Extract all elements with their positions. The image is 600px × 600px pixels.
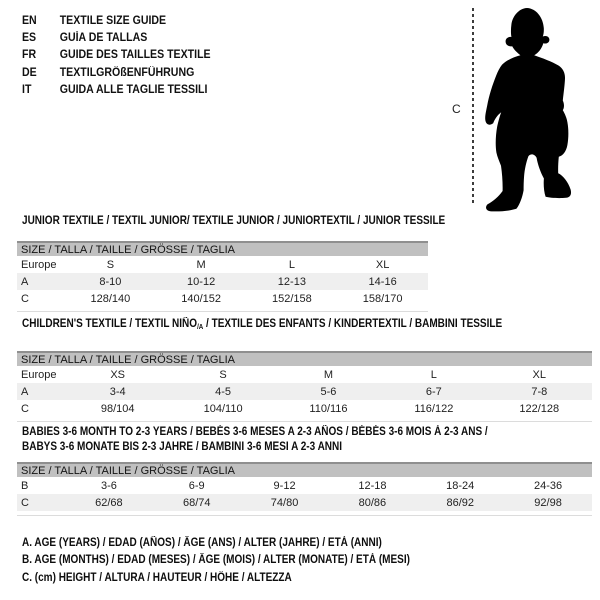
size-table [17, 462, 592, 511]
size-cell: 80/86 [328, 494, 416, 511]
size-cell: 24-36 [534, 479, 563, 492]
section-babies [17, 425, 592, 516]
title-text: JUNIOR TEXTILE / TEXTIL JUNIOR/ TEXTILE JUNIOR / JUNIORTEXTIL / JUNIOR TESSILE [22, 215, 446, 227]
table-row [17, 366, 592, 383]
section-title-line [22, 214, 445, 229]
table-row [17, 273, 428, 290]
size-cell: 7-8 [487, 383, 592, 400]
size-header-label: SIZE / TALLA / TAILLE / GRÖSSE / TAGLIA [17, 242, 428, 256]
title-text: / TEXTILE DES ENFANTS / KINDERTEXTIL / BAMBINI TESSILE [203, 318, 503, 330]
size-cell: 4-5 [170, 383, 275, 400]
language-title: GUÍA DE TALLAS [59, 32, 148, 45]
row-label-cell: B [21, 479, 29, 492]
size-cell: 104/110 [203, 402, 243, 415]
section-title [22, 214, 508, 229]
size-cell: 6-9 [188, 479, 205, 492]
size-cell: M [196, 258, 206, 271]
height-dotted-line [472, 8, 474, 206]
size-cell: 128/140 [90, 292, 131, 305]
size-cell: 14-16 [337, 273, 428, 290]
language-title: TEXTILGRÖßENFÜHRUNG [59, 66, 195, 79]
row-label-cell: Europe [21, 258, 57, 271]
baby-silhouette-image [480, 4, 575, 216]
language-title: GUIDE DES TAILLES TEXTILE [59, 49, 211, 62]
title-text: CHILDREN'S TEXTILE / TEXTIL NIÑO [22, 318, 198, 330]
language-title: GUIDA ALLE TAGLIE TESSILI [59, 83, 208, 96]
language-row [22, 13, 211, 30]
language-row [22, 82, 211, 99]
table-row [17, 477, 592, 494]
size-header-bar [17, 463, 592, 477]
size-table-wrap [17, 241, 428, 312]
title-text: BABYS 3-6 MONATE BIS 2-3 JAHRE / BAMBINI 3-6 MESI A 2-3 ANNI [22, 441, 343, 453]
language-code: ES [22, 32, 37, 45]
language-code: EN [22, 15, 37, 27]
size-cell: 62/68 [65, 494, 153, 511]
size-cell: S [219, 368, 227, 381]
title-text: BABIES 3-6 MONTH TO 2-3 YEARS / BEBÉS 3-6 MESES A 2-3 AÑOS / BÉBÉS 3-6 MOIS À 2-3 ANS / [22, 426, 488, 438]
language-title: TEXTILE SIZE GUIDE [59, 15, 167, 27]
size-cell: 8-10 [65, 273, 156, 290]
size-cell: S [106, 258, 115, 271]
section-children [17, 317, 592, 422]
table-row [17, 494, 592, 511]
language-row [22, 65, 211, 82]
table-row [17, 256, 428, 273]
size-cell: 116/122 [414, 402, 454, 415]
size-cell: 12-13 [247, 273, 338, 290]
height-label-c: C [452, 102, 461, 116]
size-cell: 92/98 [504, 494, 592, 511]
size-table-wrap [17, 351, 592, 422]
language-code: IT [22, 83, 32, 96]
size-cell: 6-7 [381, 383, 486, 400]
table-row [17, 400, 592, 417]
size-cell: 110/116 [309, 402, 348, 415]
size-header-label: SIZE / TALLA / TAILLE / GRÖSSE / TAGLIA [17, 352, 592, 366]
table-row [17, 383, 592, 400]
size-header-bar [17, 352, 592, 366]
language-code: FR [22, 49, 37, 62]
section-title [22, 317, 592, 335]
row-label-cell: C [21, 292, 29, 305]
size-cell: 12-18 [358, 479, 387, 492]
size-cell: 68/74 [153, 494, 241, 511]
section-title-line [22, 425, 518, 440]
size-cell: L [430, 368, 437, 381]
size-cell: M [323, 368, 334, 381]
size-cell: XL [532, 368, 547, 381]
note-line: B. AGE (MONTHS) / EDAD (MESES) / ÂGE (MOIS) / ALTER (MONATE) / ETÀ (MESI) [22, 554, 410, 567]
size-header-label: SIZE / TALLA / TAILLE / GRÖSSE / TAGLIA [17, 463, 592, 477]
footnote-legend [22, 535, 468, 587]
row-label-cell: A [17, 273, 65, 290]
section-title-line [22, 440, 518, 455]
section-title [22, 425, 592, 455]
size-cell: XS [110, 368, 126, 381]
size-cell: 152/158 [271, 292, 312, 305]
size-cell: XL [375, 258, 390, 271]
size-cell: 158/170 [362, 292, 403, 305]
section-junior [17, 214, 508, 312]
size-cell: 10-12 [156, 273, 247, 290]
note-line: C. (cm) HEIGHT / ALTURA / HAUTEUR / HÖHE / ALTEZZA [22, 571, 292, 584]
size-table [17, 351, 592, 417]
size-table-wrap [17, 462, 592, 516]
language-list [22, 13, 227, 99]
size-header-bar [17, 242, 428, 256]
note-line: A. AGE (YEARS) / EDAD (AÑOS) / ÂGE (ANS) / ALTER (JAHRE) / ETÀ (ANNI) [22, 537, 382, 549]
size-cell: 140/152 [181, 292, 221, 305]
size-cell: 5-6 [276, 383, 381, 400]
size-cell: 3-6 [100, 479, 117, 492]
size-cell: 122/128 [519, 402, 560, 415]
size-cell: 74/80 [241, 494, 329, 511]
section-title-line [22, 317, 518, 335]
table-row [17, 290, 428, 307]
row-label-cell: C [21, 402, 29, 415]
size-cell: 86/92 [416, 494, 504, 511]
language-row [22, 30, 211, 47]
size-cell: 98/104 [100, 402, 135, 415]
language-code: DE [22, 66, 37, 79]
size-cell: 18-24 [446, 479, 475, 492]
row-label-cell: C [17, 494, 65, 511]
size-cell: 3-4 [65, 383, 170, 400]
title-subscript: /A [197, 323, 204, 332]
size-cell: 9-12 [273, 479, 296, 492]
size-cell: L [288, 258, 295, 271]
language-row [22, 47, 211, 64]
row-label-cell: A [17, 383, 65, 400]
row-label-cell: Europe [21, 368, 57, 381]
size-table [17, 241, 428, 307]
